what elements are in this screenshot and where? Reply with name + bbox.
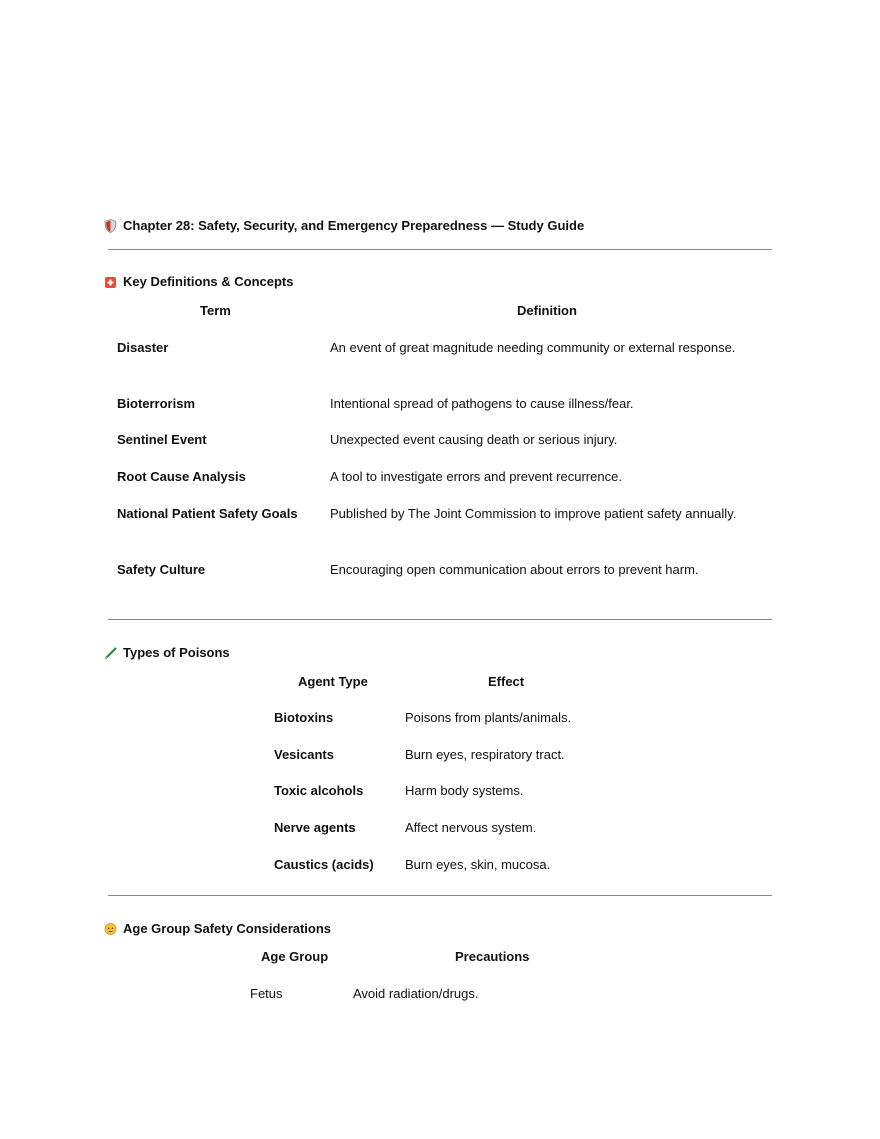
column-header-term: Term [200,303,231,318]
precaution-cell: Avoid radiation/drugs. [353,986,479,1001]
term-cell: National Patient Safety Goals [117,506,298,521]
definition-cell: Intentional spread of pathogens to cause illness/fear. [330,396,634,411]
column-header-age-group: Age Group [261,949,329,964]
agent-cell: Biotoxins [274,710,334,725]
effect-cell: Affect nervous system. [405,820,537,835]
effect-cell: Burn eyes, respiratory tract. [405,747,565,762]
divider [108,619,772,620]
column-header-definition: Definition [517,303,577,318]
agent-cell: Vesicants [274,747,334,762]
syringe-icon [104,646,117,660]
definition-cell: A tool to investigate errors and prevent recurrence. [330,469,622,484]
definitions-heading-text: Key Definitions & Concepts [123,274,294,289]
agent-cell: Caustics (acids) [274,857,374,872]
shield-icon [104,219,117,233]
column-header-effect: Effect [488,674,525,689]
definition-cell: An event of great magnitude needing community or external response. [330,340,736,355]
definition-cell: Published by The Joint Commission to improve patient safety annually. [330,506,737,521]
age-heading [104,921,331,936]
definitions-heading [104,274,293,289]
page-title [104,218,584,233]
poisons-heading-text: Types of Poisons [123,645,230,660]
effect-cell: Burn eyes, skin, mucosa. [405,857,551,872]
column-header-precautions: Precautions [455,949,530,964]
divider [108,249,772,250]
age-group-cell: Fetus [250,986,283,1001]
divider [108,895,772,896]
page-title-text: Chapter 28: Safety, Security, and Emergency Preparedness — Study Guide [123,218,585,233]
effect-cell: Harm body systems. [405,783,524,798]
first-aid-kit-icon [104,275,117,289]
term-cell: Disaster [117,340,169,355]
poisons-heading [104,645,230,660]
agent-cell: Toxic alcohols [274,783,364,798]
term-cell: Bioterrorism [117,396,196,411]
column-header-agent-type: Agent Type [298,674,368,689]
baby-face-icon [104,922,117,936]
term-cell: Sentinel Event [117,432,207,447]
age-heading-text: Age Group Safety Considerations [123,921,332,936]
agent-cell: Nerve agents [274,820,356,835]
term-cell: Root Cause Analysis [117,469,246,484]
definition-cell: Unexpected event causing death or serious injury. [330,432,618,447]
term-cell: Safety Culture [117,562,206,577]
effect-cell: Poisons from plants/animals. [405,710,572,725]
definition-cell: Encouraging open communication about errors to prevent harm. [330,562,699,577]
